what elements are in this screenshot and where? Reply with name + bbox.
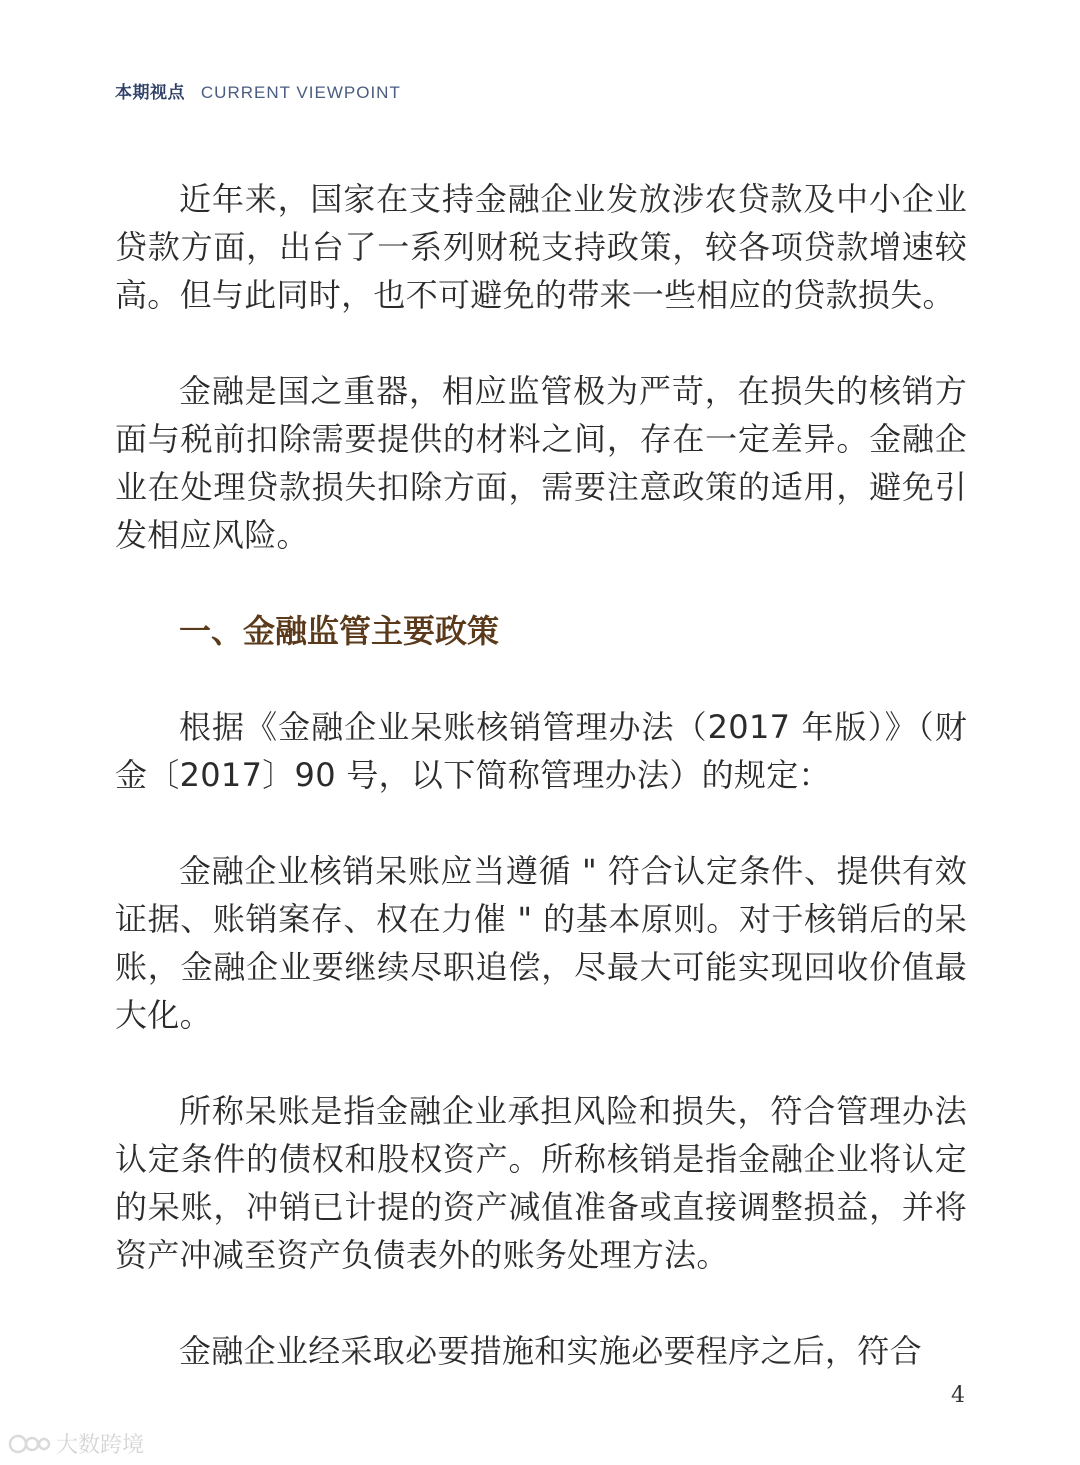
watermark <box>8 1428 144 1459</box>
article-body <box>115 175 967 1423</box>
paragraph: 所称呆账是指金融企业承担风险和损失，符合管理办法认定条件的债权和股权资产。所称核销是指金融企业将认定的呆账，冲销已计提的资产减值准备或直接调整损益，并将资产冲减至资产负债表外的账务处理方法。 <box>115 1092 967 1274</box>
section-label-en: CURRENT VIEWPOINT <box>200 83 401 102</box>
page-number: 4 <box>951 1383 965 1408</box>
section-heading: 一、金融监管主要政策 <box>179 612 500 650</box>
paragraph: 近年来，国家在支持金融企业发放涉农贷款及中小企业贷款方面，出台了一系列财税支持政策，较各项贷款增速较高。但与此同时，也不可避免的带来一些相应的贷款损失。 <box>115 180 967 314</box>
paragraph: 金融企业经采取必要措施和实施必要程序之后，符合 <box>179 1332 922 1370</box>
page-header <box>115 78 401 103</box>
paragraph: 根据《金融企业呆账核销管理办法（2017 年版）》（财金〔2017〕90 号，以下简称管理办法）的规定： <box>115 708 967 794</box>
paragraph: 金融企业核销呆账应当遵循 " 符合认定条件、提供有效证据、账销案存、权在力催 " 的基本原则。对于核销后的呆账，金融企业要继续尽职追偿，尽最大可能实现回收价值最大化。 <box>115 852 967 1034</box>
brand-logo-icon <box>8 1430 52 1458</box>
paragraph: 金融是国之重器，相应监管极为严苛，在损失的核销方面与税前扣除需要提供的材料之间，存在一定差异。金融企业在处理贷款损失扣除方面，需要注意政策的适用，避免引发相应风险。 <box>115 372 967 554</box>
watermark-text: 大数跨境 <box>56 1433 145 1458</box>
section-label-cn: 本期视点 <box>115 83 185 103</box>
